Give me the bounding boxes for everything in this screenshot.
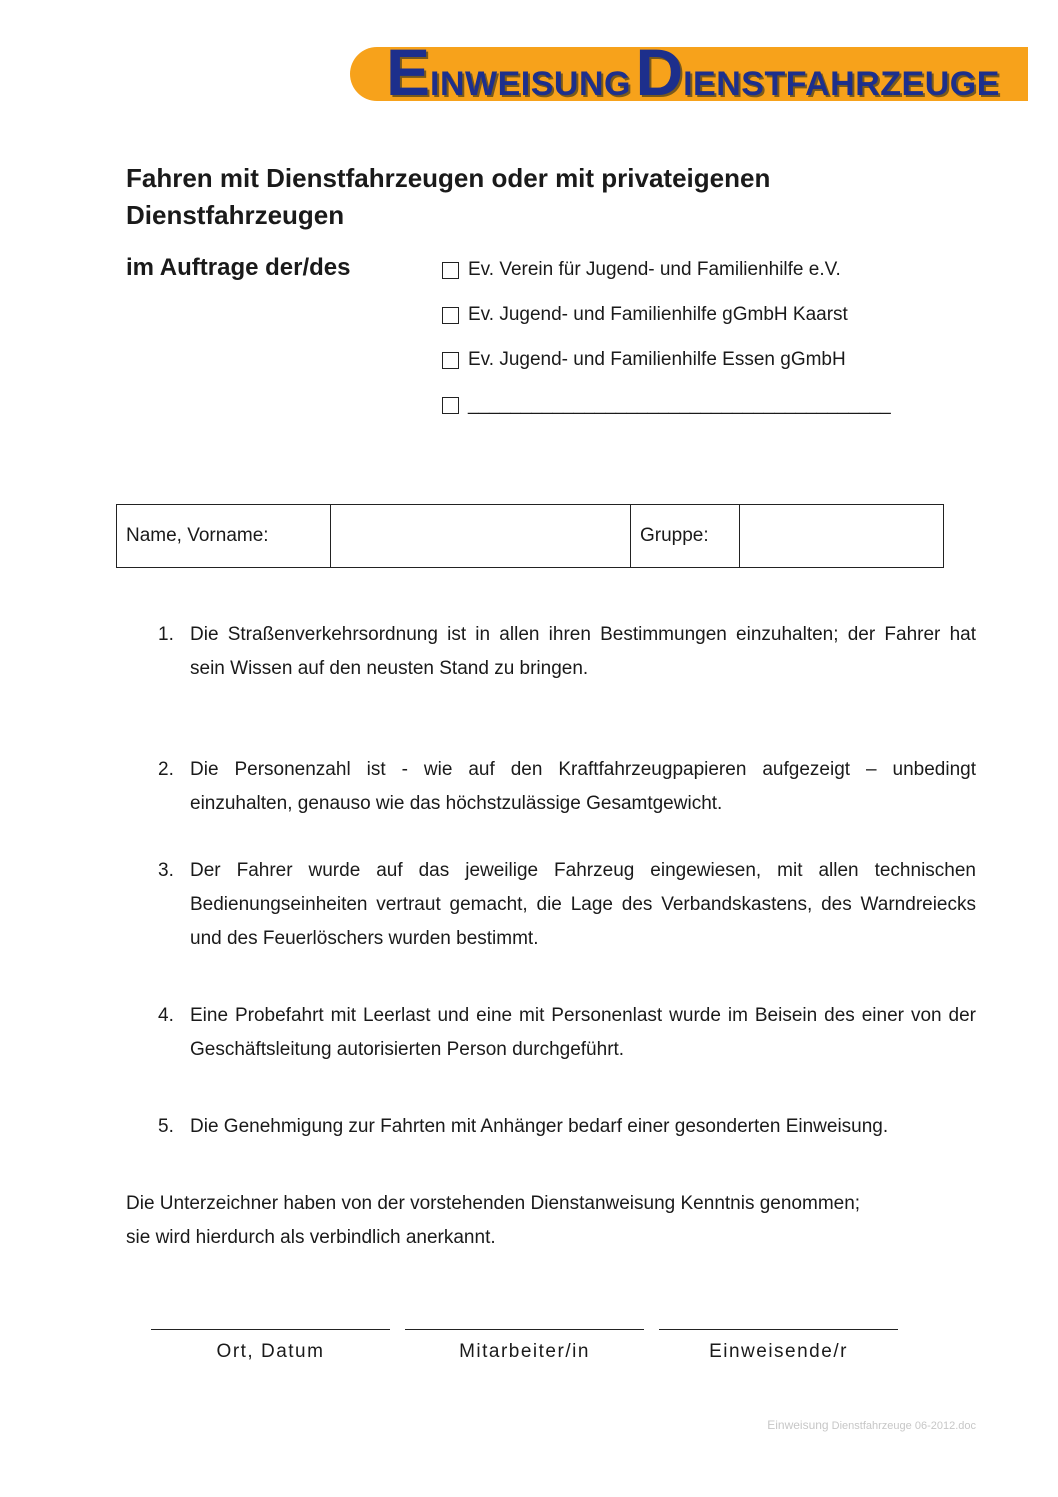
list-item [158, 1110, 976, 1144]
signature-label-ort-datum: Ort, Datum [216, 1341, 325, 1362]
closing-line-1: Die Unterzeichner haben von der vorstehenden Dienstanweisung Kenntnis genommen; [126, 1193, 861, 1214]
signature-line-einweisende[interactable] [659, 1329, 898, 1330]
option-essen[interactable] [442, 349, 846, 371]
footer-part-1: Einweisung [767, 1418, 829, 1432]
list-item [158, 854, 976, 956]
item-number: 3. [158, 860, 174, 881]
signature-label-mitarbeiter: Mitarbeiter/in [459, 1341, 590, 1362]
document-heading: Fahren mit Dienstfahrzeugen oder mit privateigenen Dienstfahrzeugen [126, 163, 771, 230]
closing-line-2: sie wird hierdurch als verbindlich anerkannt. [126, 1227, 496, 1248]
checkbox[interactable] [442, 307, 459, 324]
option-blank-line[interactable]: ________________________________________ [468, 394, 891, 415]
item-number: 4. [158, 1005, 174, 1026]
option-verein[interactable] [442, 259, 841, 281]
footer-filename [767, 1418, 976, 1432]
list-item [158, 618, 976, 686]
checkbox[interactable] [442, 262, 459, 279]
banner-word-einweisung: INWEISUNG [430, 65, 631, 103]
auftrag-label: im Auftrage der/des [126, 254, 351, 281]
item-text: Der Fahrer wurde auf das jeweilige Fahrzeug eingewiesen, mit allen technischen Bedienungseinheiten vertraut gemacht, die Lage des Verbandskastens, des Warndreiecks und des Feuerlöschers wurden bestimmt. [190, 860, 976, 949]
signature-label-einweisende: Einweisende/r [709, 1341, 848, 1362]
item-number: 1. [158, 624, 174, 645]
list-item [158, 999, 976, 1067]
banner-letter-d: D [635, 35, 684, 109]
item-number: 2. [158, 759, 174, 780]
banner-letter-e: E [386, 35, 431, 109]
item-text: Eine Probefahrt mit Leerlast und eine mit Personenlast wurde im Beisein des einer von der Geschäftsleitung autorisierten Person durchgeführt. [190, 1005, 976, 1060]
title-banner [350, 35, 1028, 109]
item-text: Die Straßenverkehrsordnung ist in allen ihren Bestimmungen einzuhalten; der Fahrer hat sein Wissen auf den neusten Stand zu bringen. [190, 624, 976, 679]
option-label: Ev. Verein für Jugend- und Familienhilfe e.V. [468, 259, 841, 280]
table-row [117, 505, 944, 568]
name-field[interactable] [331, 505, 631, 568]
group-label: Gruppe: [631, 505, 740, 568]
item-number: 5. [158, 1116, 174, 1137]
group-field[interactable] [740, 505, 944, 568]
item-text: Die Genehmigung zur Fahrten mit Anhänger bedarf einer gesonderten Einweisung. [190, 1116, 889, 1137]
footer-part-2: Dienstfahrzeuge 06-2012.doc [831, 1420, 976, 1432]
signature-line-ort-datum[interactable] [151, 1329, 390, 1330]
name-label: Name, Vorname: [117, 505, 331, 568]
option-label: Ev. Jugend- und Familienhilfe Essen gGmbH [468, 349, 846, 370]
banner-title [386, 35, 1000, 117]
signature-line-mitarbeiter[interactable] [405, 1329, 644, 1330]
list-item [158, 753, 976, 821]
checkbox[interactable] [442, 397, 459, 414]
checkbox[interactable] [442, 352, 459, 369]
option-kaarst[interactable] [442, 304, 848, 326]
item-text: Die Personenzahl ist - wie auf den Kraftfahrzeugpapieren aufgezeigt – unbedingt einzuhalten, genauso wie das höchstzulässige Gesamtgewicht. [190, 759, 976, 814]
option-other[interactable] [442, 394, 891, 416]
banner-word-dienstfahrzeuge: IENSTFAHRZEUGE [683, 65, 1000, 103]
info-table [116, 504, 944, 568]
option-label: Ev. Jugend- und Familienhilfe gGmbH Kaarst [468, 304, 848, 325]
